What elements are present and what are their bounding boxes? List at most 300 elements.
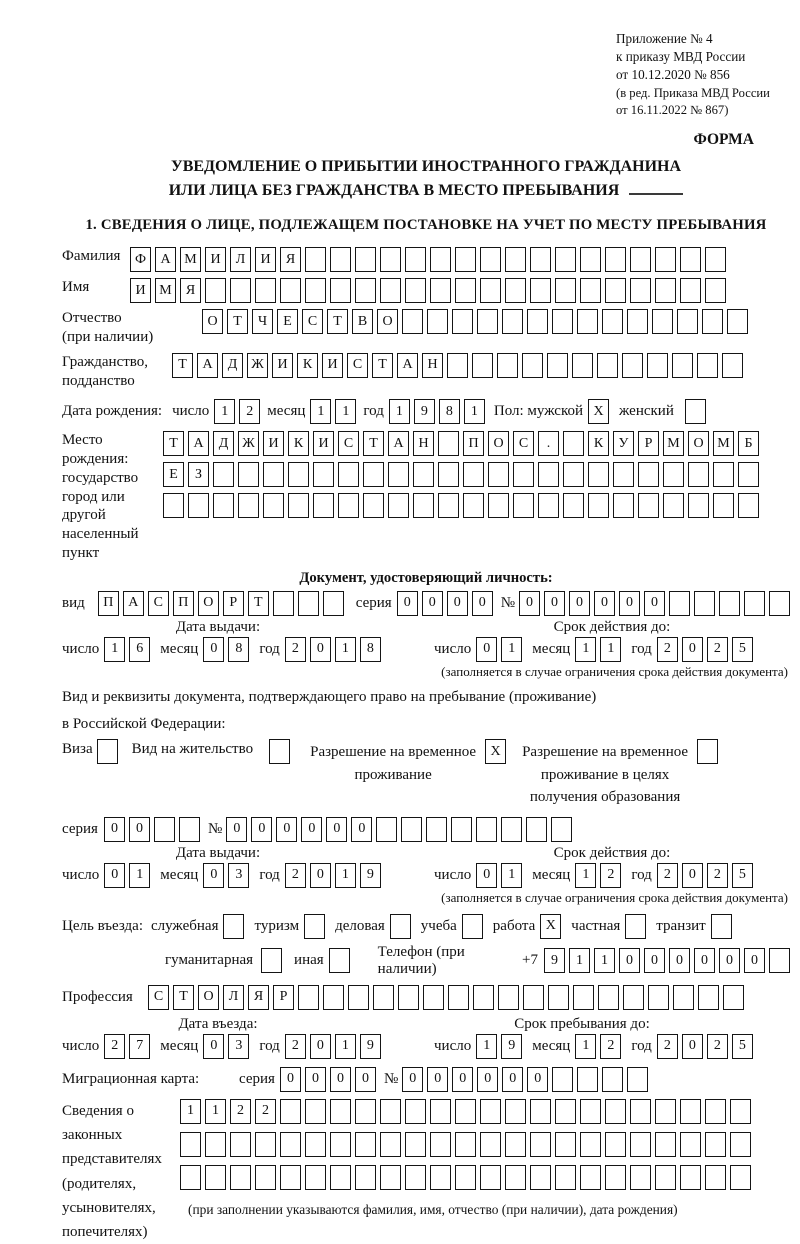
char-cell[interactable]: [698, 985, 719, 1010]
char-cell[interactable]: [388, 493, 409, 518]
char-cell[interactable]: [672, 353, 693, 378]
char-cell[interactable]: Д: [222, 353, 243, 378]
char-cell[interactable]: [605, 1099, 626, 1124]
char-cell[interactable]: [180, 1132, 201, 1157]
char-cell[interactable]: 0: [104, 863, 125, 888]
char-cell[interactable]: [613, 462, 634, 487]
char-cell[interactable]: Ф: [130, 247, 151, 272]
char-cell[interactable]: [648, 985, 669, 1010]
char-cell[interactable]: 0: [226, 817, 247, 842]
char-cell[interactable]: [680, 247, 701, 272]
char-cell[interactable]: [623, 985, 644, 1010]
char-cell[interactable]: [390, 914, 411, 939]
char-cell[interactable]: 0: [276, 817, 297, 842]
char-cell[interactable]: [305, 1099, 326, 1124]
char-cell[interactable]: [427, 309, 448, 334]
char-cell[interactable]: 9: [360, 863, 381, 888]
char-cell[interactable]: 0: [476, 637, 497, 662]
char-cell[interactable]: [605, 278, 626, 303]
char-cell[interactable]: [348, 985, 369, 1010]
char-cell[interactable]: 0: [744, 948, 765, 973]
char-cell[interactable]: [655, 247, 676, 272]
char-cell[interactable]: 0: [644, 591, 665, 616]
char-cell[interactable]: А: [155, 247, 176, 272]
char-cell[interactable]: [163, 493, 184, 518]
char-cell[interactable]: [501, 817, 522, 842]
char-cell[interactable]: 1: [575, 637, 596, 662]
char-cell[interactable]: Р: [223, 591, 244, 616]
char-cell[interactable]: [730, 1099, 751, 1124]
char-cell[interactable]: [530, 1132, 551, 1157]
char-cell[interactable]: [405, 247, 426, 272]
char-cell[interactable]: [505, 1132, 526, 1157]
char-cell[interactable]: [363, 493, 384, 518]
char-cell[interactable]: [398, 985, 419, 1010]
char-cell[interactable]: [426, 817, 447, 842]
char-cell[interactable]: 8: [360, 637, 381, 662]
char-cell[interactable]: [405, 1099, 426, 1124]
char-cell[interactable]: [588, 493, 609, 518]
char-cell[interactable]: 0: [301, 817, 322, 842]
char-cell[interactable]: 2: [285, 863, 306, 888]
char-cell[interactable]: [719, 591, 740, 616]
char-cell[interactable]: [330, 278, 351, 303]
char-cell[interactable]: М: [155, 278, 176, 303]
char-cell[interactable]: [655, 1132, 676, 1157]
char-cell[interactable]: 2: [600, 863, 621, 888]
char-cell[interactable]: [280, 1132, 301, 1157]
char-cell[interactable]: 2: [707, 863, 728, 888]
char-cell[interactable]: 2: [230, 1099, 251, 1124]
char-cell[interactable]: 0: [694, 948, 715, 973]
char-cell[interactable]: 0: [397, 591, 418, 616]
char-cell[interactable]: [730, 1165, 751, 1190]
char-cell[interactable]: [697, 353, 718, 378]
char-cell[interactable]: [438, 493, 459, 518]
char-cell[interactable]: [744, 591, 765, 616]
char-cell[interactable]: О: [377, 309, 398, 334]
char-cell[interactable]: Л: [223, 985, 244, 1010]
char-cell[interactable]: [705, 1099, 726, 1124]
char-cell[interactable]: [627, 1067, 648, 1092]
char-cell[interactable]: [555, 1132, 576, 1157]
char-cell[interactable]: 8: [439, 399, 460, 424]
char-cell[interactable]: [205, 278, 226, 303]
char-cell[interactable]: [723, 985, 744, 1010]
char-cell[interactable]: [363, 462, 384, 487]
char-cell[interactable]: [630, 247, 651, 272]
char-cell[interactable]: [669, 591, 690, 616]
char-cell[interactable]: 0: [569, 591, 590, 616]
char-cell[interactable]: 1: [205, 1099, 226, 1124]
char-cell[interactable]: [413, 462, 434, 487]
char-cell[interactable]: [298, 985, 319, 1010]
char-cell[interactable]: [498, 985, 519, 1010]
char-cell[interactable]: [580, 278, 601, 303]
char-cell[interactable]: 0: [310, 637, 331, 662]
char-cell[interactable]: И: [322, 353, 343, 378]
char-cell[interactable]: Я: [280, 247, 301, 272]
char-cell[interactable]: 0: [452, 1067, 473, 1092]
char-cell[interactable]: 0: [502, 1067, 523, 1092]
char-cell[interactable]: 9: [501, 1034, 522, 1059]
char-cell[interactable]: [638, 493, 659, 518]
char-cell[interactable]: [602, 309, 623, 334]
char-cell[interactable]: Я: [248, 985, 269, 1010]
char-cell[interactable]: [552, 309, 573, 334]
char-cell[interactable]: 2: [707, 637, 728, 662]
char-cell[interactable]: [154, 817, 175, 842]
char-cell[interactable]: [705, 1165, 726, 1190]
char-cell[interactable]: [530, 1099, 551, 1124]
char-cell[interactable]: 2: [657, 637, 678, 662]
char-cell[interactable]: И: [313, 431, 334, 456]
char-cell[interactable]: [530, 247, 551, 272]
char-cell[interactable]: [688, 462, 709, 487]
char-cell[interactable]: С: [148, 985, 169, 1010]
char-cell[interactable]: 1: [575, 863, 596, 888]
char-cell[interactable]: [702, 309, 723, 334]
char-cell[interactable]: [463, 462, 484, 487]
char-cell[interactable]: Ч: [252, 309, 273, 334]
char-cell[interactable]: [685, 399, 706, 424]
char-cell[interactable]: [473, 985, 494, 1010]
char-cell[interactable]: 0: [719, 948, 740, 973]
char-cell[interactable]: 0: [477, 1067, 498, 1092]
char-cell[interactable]: [355, 1099, 376, 1124]
char-cell[interactable]: [463, 493, 484, 518]
char-cell[interactable]: [376, 817, 397, 842]
char-cell[interactable]: [577, 309, 598, 334]
char-cell[interactable]: 3: [228, 863, 249, 888]
char-cell[interactable]: [305, 1132, 326, 1157]
char-cell[interactable]: О: [688, 431, 709, 456]
char-cell[interactable]: [713, 462, 734, 487]
char-cell[interactable]: Р: [273, 985, 294, 1010]
char-cell[interactable]: [488, 462, 509, 487]
char-cell[interactable]: М: [180, 247, 201, 272]
char-cell[interactable]: [638, 462, 659, 487]
char-cell[interactable]: 2: [285, 637, 306, 662]
char-cell[interactable]: [705, 1132, 726, 1157]
char-cell[interactable]: [523, 985, 544, 1010]
char-cell[interactable]: М: [713, 431, 734, 456]
char-cell[interactable]: X: [540, 914, 561, 939]
char-cell[interactable]: 5: [732, 637, 753, 662]
char-cell[interactable]: [438, 431, 459, 456]
char-cell[interactable]: [205, 1165, 226, 1190]
char-cell[interactable]: [602, 1067, 623, 1092]
char-cell[interactable]: [338, 462, 359, 487]
char-cell[interactable]: [97, 739, 118, 764]
char-cell[interactable]: [304, 914, 325, 939]
char-cell[interactable]: К: [588, 431, 609, 456]
char-cell[interactable]: [605, 1165, 626, 1190]
char-cell[interactable]: [480, 1099, 501, 1124]
char-cell[interactable]: А: [388, 431, 409, 456]
char-cell[interactable]: [355, 247, 376, 272]
char-cell[interactable]: [255, 1132, 276, 1157]
char-cell[interactable]: [452, 309, 473, 334]
char-cell[interactable]: [380, 1132, 401, 1157]
char-cell[interactable]: С: [302, 309, 323, 334]
char-cell[interactable]: [288, 493, 309, 518]
char-cell[interactable]: 2: [600, 1034, 621, 1059]
char-cell[interactable]: [280, 278, 301, 303]
char-cell[interactable]: [655, 1099, 676, 1124]
char-cell[interactable]: [355, 278, 376, 303]
char-cell[interactable]: 0: [644, 948, 665, 973]
char-cell[interactable]: 1: [335, 1034, 356, 1059]
char-cell[interactable]: И: [272, 353, 293, 378]
char-cell[interactable]: Т: [363, 431, 384, 456]
char-cell[interactable]: Ж: [238, 431, 259, 456]
char-cell[interactable]: [273, 591, 294, 616]
char-cell[interactable]: 2: [255, 1099, 276, 1124]
char-cell[interactable]: 0: [476, 863, 497, 888]
char-cell[interactable]: [505, 278, 526, 303]
char-cell[interactable]: [180, 1165, 201, 1190]
char-cell[interactable]: Т: [248, 591, 269, 616]
char-cell[interactable]: [497, 353, 518, 378]
char-cell[interactable]: [269, 739, 290, 764]
char-cell[interactable]: [255, 278, 276, 303]
char-cell[interactable]: 1: [335, 399, 356, 424]
char-cell[interactable]: [480, 247, 501, 272]
char-cell[interactable]: [705, 278, 726, 303]
char-cell[interactable]: 0: [251, 817, 272, 842]
char-cell[interactable]: 0: [619, 591, 640, 616]
char-cell[interactable]: В: [352, 309, 373, 334]
char-cell[interactable]: [538, 462, 559, 487]
char-cell[interactable]: [630, 1165, 651, 1190]
char-cell[interactable]: К: [297, 353, 318, 378]
char-cell[interactable]: [213, 462, 234, 487]
char-cell[interactable]: 0: [326, 817, 347, 842]
char-cell[interactable]: [462, 914, 483, 939]
char-cell[interactable]: [430, 1165, 451, 1190]
char-cell[interactable]: [238, 493, 259, 518]
char-cell[interactable]: [622, 353, 643, 378]
char-cell[interactable]: П: [463, 431, 484, 456]
char-cell[interactable]: [355, 1132, 376, 1157]
char-cell[interactable]: 1: [594, 948, 615, 973]
char-cell[interactable]: [572, 353, 593, 378]
char-cell[interactable]: 2: [104, 1034, 125, 1059]
char-cell[interactable]: [430, 1099, 451, 1124]
char-cell[interactable]: [630, 1099, 651, 1124]
char-cell[interactable]: [647, 353, 668, 378]
char-cell[interactable]: [401, 817, 422, 842]
char-cell[interactable]: А: [188, 431, 209, 456]
char-cell[interactable]: [455, 278, 476, 303]
char-cell[interactable]: [338, 493, 359, 518]
char-cell[interactable]: И: [263, 431, 284, 456]
char-cell[interactable]: [613, 493, 634, 518]
char-cell[interactable]: [330, 1132, 351, 1157]
char-cell[interactable]: 1: [501, 637, 522, 662]
char-cell[interactable]: [230, 1165, 251, 1190]
char-cell[interactable]: 0: [355, 1067, 376, 1092]
char-cell[interactable]: [688, 493, 709, 518]
char-cell[interactable]: [280, 1099, 301, 1124]
char-cell[interactable]: [355, 1165, 376, 1190]
char-cell[interactable]: 0: [203, 637, 224, 662]
char-cell[interactable]: [477, 309, 498, 334]
char-cell[interactable]: [680, 1132, 701, 1157]
char-cell[interactable]: 3: [228, 1034, 249, 1059]
char-cell[interactable]: 0: [527, 1067, 548, 1092]
char-cell[interactable]: [677, 309, 698, 334]
char-cell[interactable]: [402, 309, 423, 334]
char-cell[interactable]: Ж: [247, 353, 268, 378]
char-cell[interactable]: [769, 948, 790, 973]
char-cell[interactable]: [555, 278, 576, 303]
char-cell[interactable]: 1: [335, 637, 356, 662]
char-cell[interactable]: [580, 1132, 601, 1157]
char-cell[interactable]: [263, 462, 284, 487]
char-cell[interactable]: X: [588, 399, 609, 424]
char-cell[interactable]: [738, 462, 759, 487]
char-cell[interactable]: 0: [280, 1067, 301, 1092]
char-cell[interactable]: [505, 1165, 526, 1190]
char-cell[interactable]: [213, 493, 234, 518]
char-cell[interactable]: [380, 278, 401, 303]
char-cell[interactable]: [680, 1165, 701, 1190]
char-cell[interactable]: А: [397, 353, 418, 378]
char-cell[interactable]: А: [197, 353, 218, 378]
char-cell[interactable]: 9: [360, 1034, 381, 1059]
char-cell[interactable]: [573, 985, 594, 1010]
char-cell[interactable]: 1: [104, 637, 125, 662]
char-cell[interactable]: Л: [230, 247, 251, 272]
char-cell[interactable]: [505, 247, 526, 272]
char-cell[interactable]: О: [488, 431, 509, 456]
char-cell[interactable]: [555, 1165, 576, 1190]
char-cell[interactable]: У: [613, 431, 634, 456]
char-cell[interactable]: [480, 278, 501, 303]
char-cell[interactable]: [330, 247, 351, 272]
char-cell[interactable]: [230, 1132, 251, 1157]
char-cell[interactable]: [430, 278, 451, 303]
char-cell[interactable]: [552, 1067, 573, 1092]
char-cell[interactable]: [563, 493, 584, 518]
char-cell[interactable]: [526, 817, 547, 842]
char-cell[interactable]: [179, 817, 200, 842]
char-cell[interactable]: С: [347, 353, 368, 378]
char-cell[interactable]: [625, 914, 646, 939]
char-cell[interactable]: С: [513, 431, 534, 456]
char-cell[interactable]: [313, 493, 334, 518]
char-cell[interactable]: [438, 462, 459, 487]
char-cell[interactable]: М: [663, 431, 684, 456]
char-cell[interactable]: [405, 278, 426, 303]
char-cell[interactable]: 0: [669, 948, 690, 973]
char-cell[interactable]: Н: [422, 353, 443, 378]
char-cell[interactable]: 1: [476, 1034, 497, 1059]
char-cell[interactable]: [630, 278, 651, 303]
char-cell[interactable]: [305, 278, 326, 303]
char-cell[interactable]: [577, 1067, 598, 1092]
char-cell[interactable]: [313, 462, 334, 487]
char-cell[interactable]: [513, 462, 534, 487]
char-cell[interactable]: С: [338, 431, 359, 456]
char-cell[interactable]: Б: [738, 431, 759, 456]
char-cell[interactable]: 9: [544, 948, 565, 973]
char-cell[interactable]: [223, 914, 244, 939]
char-cell[interactable]: Я: [180, 278, 201, 303]
char-cell[interactable]: 1: [129, 863, 150, 888]
char-cell[interactable]: 0: [682, 1034, 703, 1059]
char-cell[interactable]: [522, 353, 543, 378]
char-cell[interactable]: [505, 1099, 526, 1124]
char-cell[interactable]: 2: [239, 399, 260, 424]
char-cell[interactable]: 1: [575, 1034, 596, 1059]
char-cell[interactable]: [580, 1099, 601, 1124]
char-cell[interactable]: [230, 278, 251, 303]
char-cell[interactable]: К: [288, 431, 309, 456]
char-cell[interactable]: [673, 985, 694, 1010]
char-cell[interactable]: 1: [214, 399, 235, 424]
char-cell[interactable]: И: [205, 247, 226, 272]
char-cell[interactable]: 2: [657, 1034, 678, 1059]
char-cell[interactable]: 0: [519, 591, 540, 616]
char-cell[interactable]: Н: [413, 431, 434, 456]
char-cell[interactable]: 2: [657, 863, 678, 888]
char-cell[interactable]: 0: [544, 591, 565, 616]
char-cell[interactable]: [305, 1165, 326, 1190]
char-cell[interactable]: [380, 1099, 401, 1124]
char-cell[interactable]: [711, 914, 732, 939]
char-cell[interactable]: П: [98, 591, 119, 616]
char-cell[interactable]: 0: [447, 591, 468, 616]
char-cell[interactable]: 1: [389, 399, 410, 424]
char-cell[interactable]: 0: [594, 591, 615, 616]
char-cell[interactable]: 0: [682, 637, 703, 662]
char-cell[interactable]: 5: [732, 1034, 753, 1059]
char-cell[interactable]: [330, 1165, 351, 1190]
char-cell[interactable]: О: [198, 985, 219, 1010]
char-cell[interactable]: 5: [732, 863, 753, 888]
char-cell[interactable]: 1: [335, 863, 356, 888]
char-cell[interactable]: [205, 1132, 226, 1157]
char-cell[interactable]: И: [255, 247, 276, 272]
char-cell[interactable]: 0: [682, 863, 703, 888]
char-cell[interactable]: [405, 1132, 426, 1157]
char-cell[interactable]: 0: [203, 1034, 224, 1059]
char-cell[interactable]: [430, 247, 451, 272]
char-cell[interactable]: [380, 1165, 401, 1190]
char-cell[interactable]: [513, 493, 534, 518]
char-cell[interactable]: Д: [213, 431, 234, 456]
char-cell[interactable]: [588, 462, 609, 487]
char-cell[interactable]: 0: [203, 863, 224, 888]
char-cell[interactable]: [627, 309, 648, 334]
char-cell[interactable]: [373, 985, 394, 1010]
char-cell[interactable]: З: [188, 462, 209, 487]
char-cell[interactable]: [652, 309, 673, 334]
char-cell[interactable]: [263, 493, 284, 518]
char-cell[interactable]: [713, 493, 734, 518]
char-cell[interactable]: [655, 1165, 676, 1190]
char-cell[interactable]: [680, 1099, 701, 1124]
char-cell[interactable]: [722, 353, 743, 378]
char-cell[interactable]: [547, 353, 568, 378]
char-cell[interactable]: 0: [104, 817, 125, 842]
char-cell[interactable]: [530, 278, 551, 303]
char-cell[interactable]: 1: [310, 399, 331, 424]
char-cell[interactable]: [255, 1165, 276, 1190]
